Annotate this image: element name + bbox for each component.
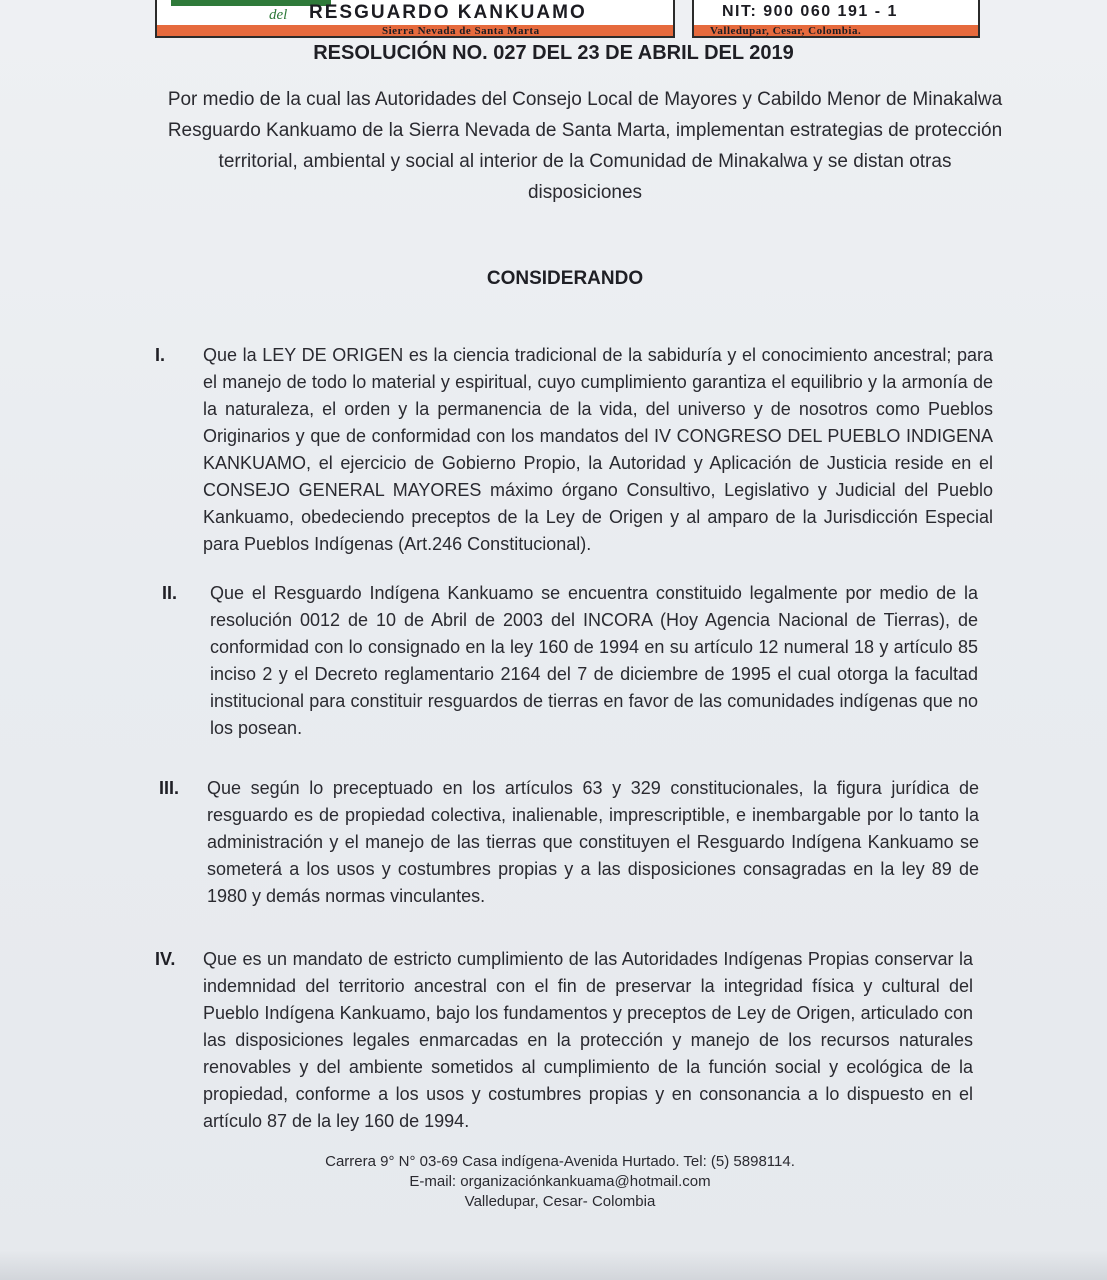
clause-item [155,342,993,558]
clause-text: Que el Resguardo Indígena Kankuamo se encuentra constituido legalmente por medio de la resolución 0012 de 10 de Abril de 2003 del INCORA (Hoy Agencia Nacional de Tierras), de conformidad con lo consignado en la ley 160 de 1994 en su artículo 12 numeral 18 y artículo 85 inciso 2 y el Decreto reglamentario 2164 del 7 de diciembre de 1995 el cual otorga la facultad institucional para constituir resguardos de tierras en favor de las comunidades indígenas que no los posean. [210,583,978,738]
footer-email: E-mail: organizaciónkankuama@hotmail.com [409,1173,711,1190]
paper-edge-shadow [0,1250,1107,1280]
footer-address: Carrera 9° N° 03-69 Casa indígena-Avenida Hurtado. Tel: (5) 5898114. [325,1153,795,1170]
logo-green-stripe [171,0,331,6]
letterhead-organization-box [155,0,675,38]
clause-text: Que la LEY DE ORIGEN es la ciencia tradicional de la sabiduría y el conocimiento ancestral; para el manejo de todo lo material y espiritual, cuyo cumplimiento garantiza el equilibrio y la armonía de la naturaleza, el orden y la permanencia de la vida, del universo y de nosotros como Pueblos Originarios y que de conformidad con los mandatos del IV CONGRESO DEL PUEBLO INDIGENA KANKUAMO, el ejercicio de Gobierno Propio, la Autoridad y Aplicación de Justicia reside en el CONSEJO GENERAL MAYORES máximo órgano Consultivo, Legislativo y Judicial del Pueblo Kankuamo, obedeciendo preceptos de la Ley de Origen y al amparo de la Jurisdicción Especial para Pueblos Indígenas (Art.246 Constitucional). [203,345,993,554]
resolution-subject: Por medio de la cual las Autoridades del Consejo Local de Mayores y Cabildo Menor de Minakalwa Resguardo Kankuamo de la Sierra Nevada de Santa Marta, implementan estrategias de protección territorial, ambiental y social al interior de la Comunidad de Minakalwa y se distan otras disposiciones [167,89,1003,203]
clause-text: Que es un mandato de estricto cumplimiento de las Autoridades Indígenas Propias conservar la indemnidad del territorio ancestral con el fin de preservar la integridad física y cultural del Pueblo Indígena Kankuamo, bajo los fundamentos y preceptos de Ley de Origen, articulado con las disposiciones legales enmarcadas en la protección y manejo de los recursos naturales renovables y del ambiente sometidos al cumplimiento de la función social y ecológica de la propiedad, conforme a los usos y costumbres propias y en consonancia a lo dispuesto en el artículo 87 de la ley 160 de 1994. [203,949,973,1131]
clause-item [162,580,978,742]
clause-text: Que según lo preceptuado en los artículos 63 y 329 constitucionales, la figura jurídica de resguardo es de propiedad colectiva, inalienable, imprescriptible, e inembargable por lo tanto la administración y el manejo de las tierras que constituyen el Resguardo Indígena Kankuamo se someterá a los usos y costumbres propias y a las disposiciones consagradas en la ley 89 de 1980 y demás normas vinculantes. [207,778,979,906]
letterhead-organization-name: RESGUARDO KANKUAMO [309,2,587,23]
clause-number: I. [155,345,166,365]
clause-item [159,775,979,910]
clause-number: III. [159,778,180,798]
page-footer [0,1152,1107,1212]
letterhead-organization-subtitle: Sierra Nevada de Santa Marta [382,25,540,37]
resolution-title: RESOLUCIÓN NO. 027 DEL 23 DE ABRIL DEL 2019 [313,42,794,64]
letterhead-nit-box [692,0,980,38]
section-heading-considerando: CONSIDERANDO [486,268,644,289]
clause-number: II. [162,583,178,603]
clause-item [155,946,973,1135]
letterhead-nit: NIT: 900 060 191 - 1 [722,3,898,20]
letterhead-del: del [269,7,288,23]
clause-number: IV. [155,949,176,969]
letterhead-city: Valledupar, Cesar, Colombia. [710,25,862,37]
footer-city: Valledupar, Cesar- Colombia [464,1193,656,1210]
